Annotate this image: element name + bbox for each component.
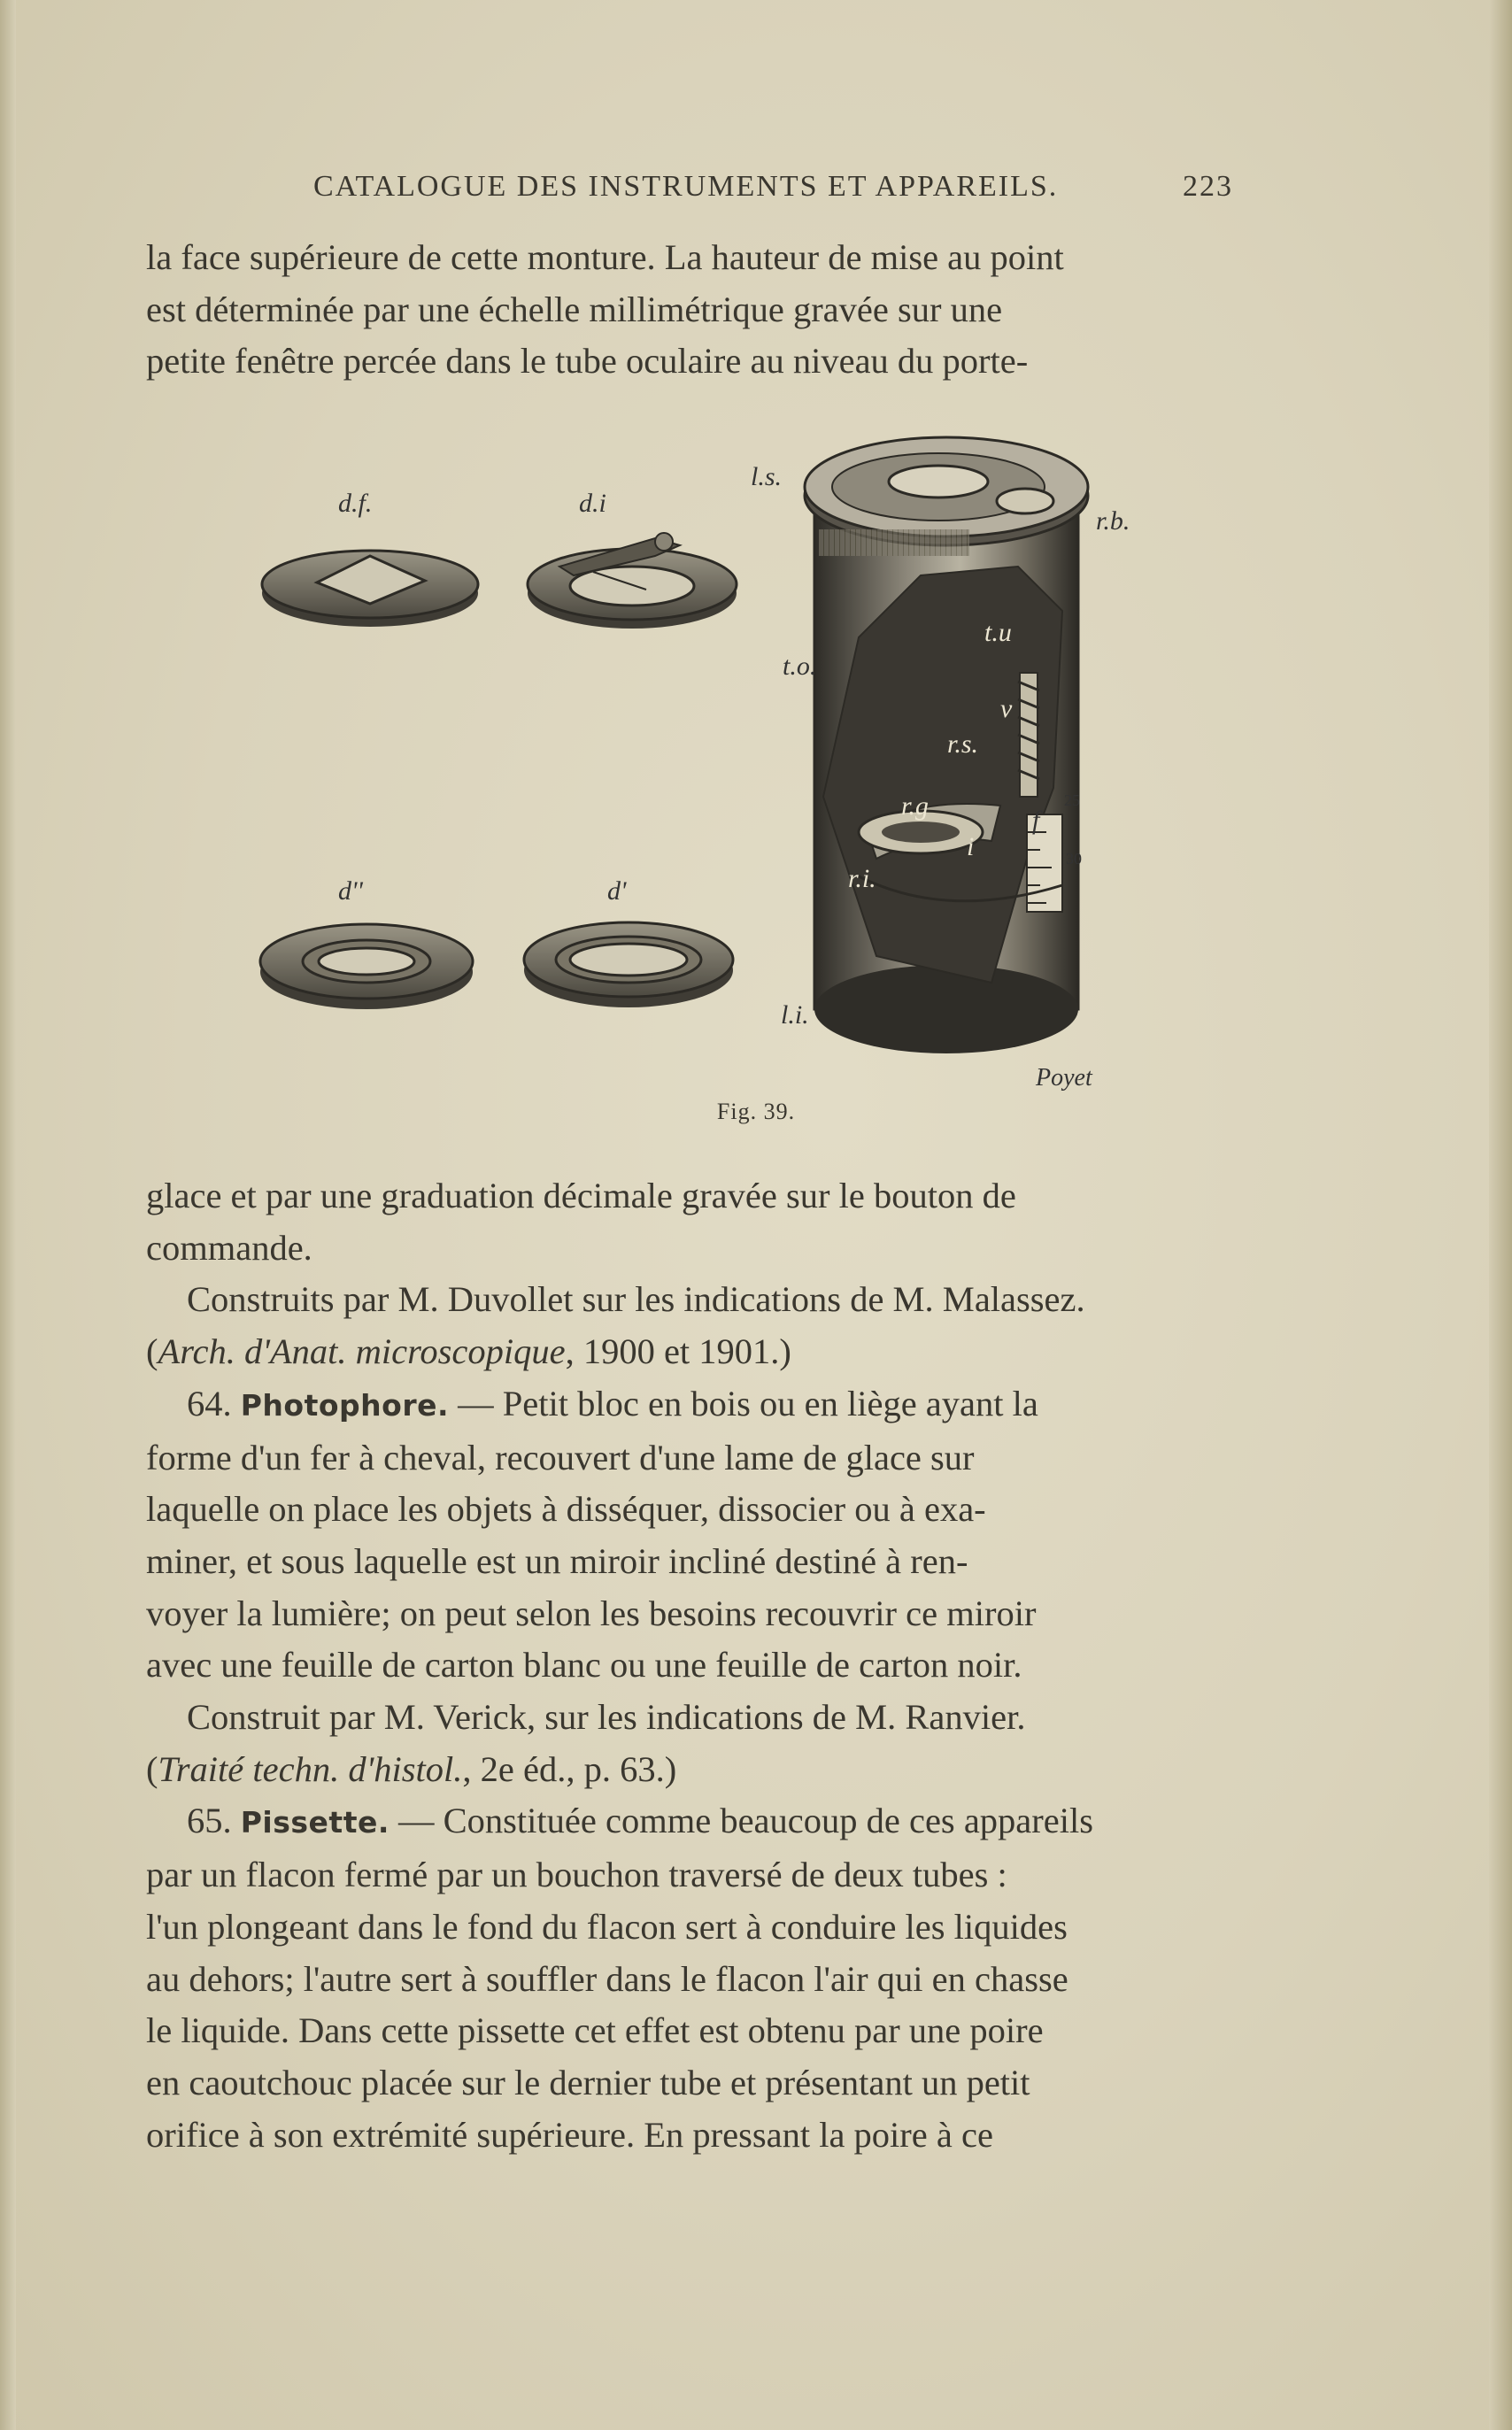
entry-number: 65.: [187, 1801, 241, 1841]
text-line: au dehors; l'autre sert à souffler dans le flacon l'air qui en chasse: [146, 1958, 1068, 1999]
journal-reference: Arch. d'Anat. microscopique: [158, 1331, 566, 1372]
page-number: 223: [1183, 170, 1233, 203]
text-line: Construit par M. Verick, sur les indications de M. Ranvier.: [187, 1697, 1026, 1738]
text-line: laquelle on place les objets à disséquer, dissocier ou à exa-: [146, 1489, 986, 1530]
label-li: l.i.: [781, 1000, 809, 1030]
diaphragm-d1: [524, 922, 733, 1007]
page-edge-right: [1489, 0, 1512, 2430]
text-line: forme d'un fer à cheval, recouvert d'une lame de glace sur: [146, 1437, 975, 1477]
entry-64-first-line: [146, 1378, 1235, 1432]
label-d1: d': [607, 876, 627, 906]
label-di: d.i: [579, 489, 606, 518]
text-line: orifice à son extrémité supérieure. En pressant la poire à ce: [146, 2114, 993, 2155]
paren: (: [146, 1331, 158, 1372]
body-text: [146, 1170, 1235, 2161]
text-fragment: — Petit bloc en bois ou en liège ayant la: [449, 1383, 1038, 1423]
reference-line: [146, 1744, 1235, 1796]
text-line: la face supérieure de cette monture. La hauteur de mise au point: [146, 237, 1064, 277]
ocular-cylinder: [805, 437, 1088, 1053]
label-rb: r.b.: [1096, 506, 1130, 536]
page-edge-left: [0, 0, 16, 2430]
label-d2: d'': [338, 876, 363, 906]
entry-heading: Pissette.: [240, 1805, 390, 1840]
figure-illustration: [239, 416, 1160, 1107]
text-line: petite fenêtre percée dans le tube oculaire au niveau du porte-: [146, 341, 1029, 382]
diaphragm-d2: [260, 924, 473, 1009]
top-paragraph: [146, 232, 1235, 388]
text-line: avec une feuille de carton blanc ou une feuille de carton noir.: [146, 1645, 1022, 1686]
figure-39: [239, 416, 1160, 1107]
diaphragm-di: [528, 533, 737, 629]
label-30: 30: [1066, 850, 1082, 868]
label-v: v: [1000, 694, 1013, 723]
text-line: l'un plongeant dans le fond du flacon sert à conduire les liquides: [146, 1906, 1068, 1947]
running-title: CATALOGUE DES INSTRUMENTS ET APPAREILS.: [313, 170, 1059, 203]
entry-65-first-line: [146, 1795, 1235, 1849]
label-df: d.f.: [338, 489, 373, 518]
label-rg: r.g: [901, 791, 929, 821]
text-line: est déterminée par une échelle millimétrique gravée sur une: [146, 289, 1003, 329]
text-line: Construits par M. Duvollet sur les indications de M. Malassez.: [187, 1279, 1085, 1320]
figure-caption: Fig. 39.: [716, 1099, 796, 1124]
label-to: t.o.: [783, 652, 817, 681]
running-head: [149, 170, 1233, 214]
reference-line: [146, 1326, 1235, 1378]
text-fragment: — Constituée comme beaucoup de ces appareils: [389, 1801, 1093, 1841]
text-line: glace et par une graduation décimale gravée sur le bouton de: [146, 1176, 1016, 1215]
label-25: 25: [1064, 791, 1080, 809]
label-f: f: [1032, 806, 1040, 835]
diaphragm-df: [262, 551, 478, 627]
label-ri: r.i.: [848, 864, 876, 893]
entry-heading: Photophore.: [240, 1387, 450, 1423]
label-i: i: [967, 832, 975, 861]
engraver-signature: Poyet: [1036, 1064, 1092, 1092]
entry-number: 64.: [187, 1383, 241, 1423]
label-tu: t.u: [984, 618, 1012, 647]
text-line: par un flacon fermé par un bouchon traversé de deux tubes :: [146, 1855, 1007, 1895]
text-line: le liquide. Dans cette pissette cet effet est obtenu par une poire: [146, 2010, 1044, 2051]
text-line: commande.: [146, 1227, 312, 1268]
reference-tail: , 1900 et 1901.): [565, 1331, 791, 1372]
label-ls: l.s.: [751, 462, 783, 491]
text-line: en caoutchouc placée sur le dernier tube et présentant un petit: [146, 2062, 1030, 2102]
book-reference: Traité techn. d'histol.: [158, 1748, 463, 1789]
label-rs: r.s.: [947, 729, 979, 759]
paren: (: [146, 1748, 158, 1789]
text-line: voyer la lumière; on peut selon les besoins recouvrir ce miroir: [146, 1593, 1037, 1633]
text-line: miner, et sous laquelle est un miroir incliné destiné à ren-: [146, 1540, 968, 1581]
reference-tail: , 2e éd., p. 63.): [462, 1748, 677, 1789]
